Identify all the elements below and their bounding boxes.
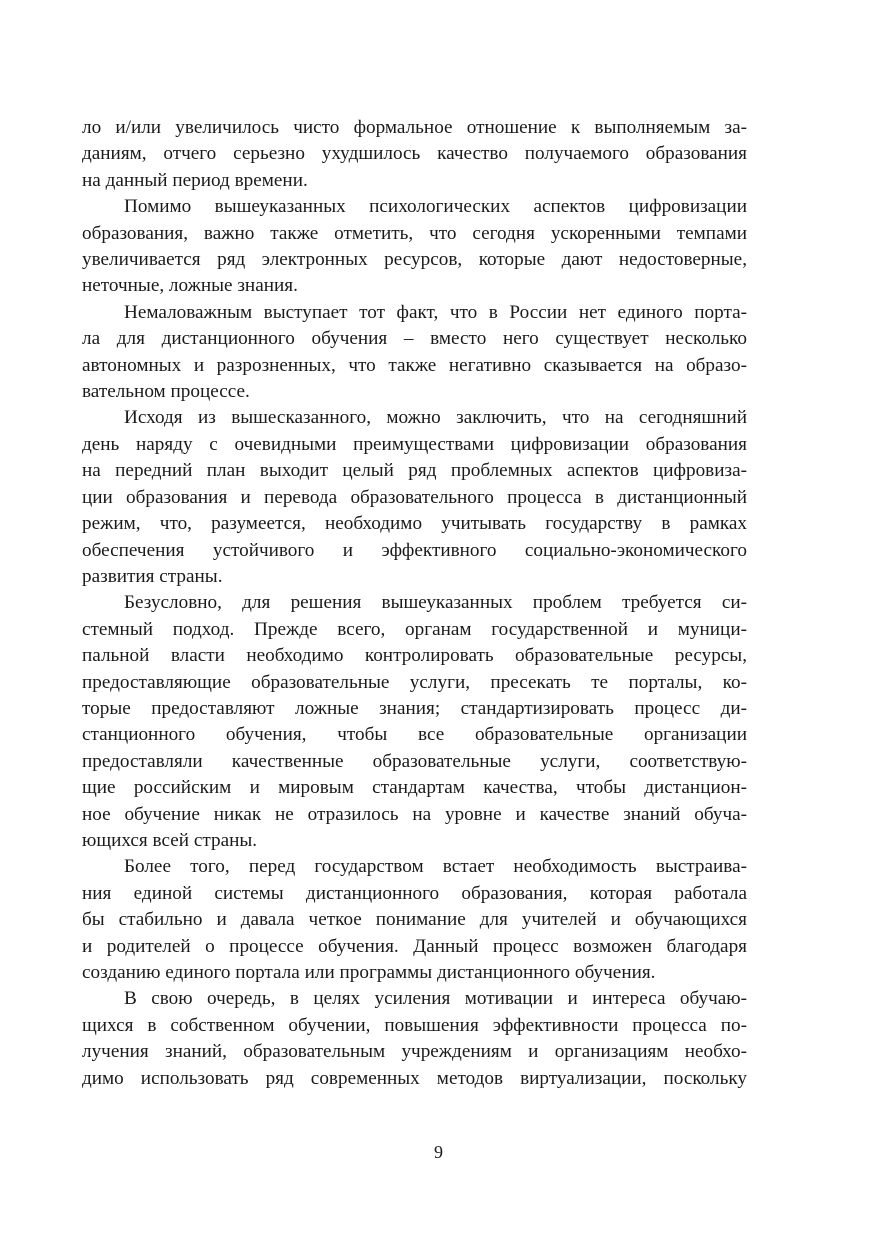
paragraph [82,300,747,406]
text-line: щие российским и мировым стандартам качества, чтобы дистанцион- [82,777,747,799]
paragraph [82,986,747,1092]
text-line: бы стабильно и давала четкое понимание для учителей и обучающихся [82,909,747,931]
text-line: пальной власти необходимо контролировать образовательные ресурсы, [82,645,747,667]
text-line: торые предоставляют ложные знания; стандартизировать процесс ди- [82,697,747,719]
text-line: ющихся всей страны. [82,829,258,851]
text-line: режим, что, разумеется, необходимо учитывать государству в рамках [82,513,747,535]
text-line: обеспечения устойчивого и эффективного социально-экономического [82,539,747,561]
text-line: вательном процессе. [82,381,250,403]
text-line: ции образования и перевода образовательного процесса в дистанционный [82,486,747,508]
text-line: ло и/или увеличилось чисто формальное отношение к выполняемым за- [82,117,747,138]
text-line: предоставляющие образовательные услуги, пресекать те порталы, ко- [82,671,747,693]
text-line: стемный подход. Прежде всего, органам государственной и муници- [82,618,747,640]
text-line: автономных и разрозненных, что также негативно сказывается на образо- [82,354,747,376]
paragraph [82,854,747,986]
text-line: Исходя из вышесказанного, можно заключить, что на сегодняшний [124,407,747,429]
text-line: Немаловажным выступает тот факт, что в России нет единого порта- [124,301,747,323]
text-line: на данный период времени. [82,169,308,191]
paragraph [82,115,747,194]
text-line: неточные, ложные знания. [82,275,298,297]
text-line: на передний план выходит целый ряд проблемных аспектов цифровиза- [82,460,747,482]
page-number: 9 [434,1142,443,1162]
text-line: развития страны. [82,565,223,587]
text-line: увеличивается ряд электронных ресурсов, которые дают недостоверные, [82,249,747,271]
text-line: Более того, перед государством встает необходимость выстраива- [124,856,747,878]
text-line: день наряду с очевидными преимуществами цифровизации образования [82,433,747,455]
text-line: Помимо вышеуказанных психологических аспектов цифровизации [124,196,747,218]
text-line: предоставляли качественные образовательные услуги, соответствую- [82,750,747,772]
text-line: созданию единого портала или программы дистанционного обучения. [82,962,656,983]
text-line: Безусловно, для решения вышеуказанных проблем требуется си- [124,592,747,614]
paragraph [82,405,747,590]
text-line: ла для дистанционного обучения – вместо него существует несколько [82,328,747,350]
text-line: и родителей о процессе обучения. Данный процесс возможен благодаря [82,935,747,957]
paragraph [82,590,747,854]
text-line: щихся в собственном обучении, повышения эффективности процесса по- [82,1014,747,1036]
text-line: димо использовать ряд современных методов виртуализации, поскольку [82,1067,747,1089]
text-line: даниям, отчего серьезно ухудшилось качество получаемого образования [82,143,747,165]
text-line: ное обучение никак не отразилось на уровне и качестве знаний обуча- [82,803,747,825]
text-line: станционного обучения, чтобы все образовательные организации [82,724,747,746]
page-body [82,115,747,1092]
text-line: В свою очередь, в целях усиления мотивации и интереса обучаю- [124,988,747,1010]
paragraph [82,194,747,300]
text-line: лучения знаний, образовательным учреждениям и организациям необхо- [82,1041,747,1063]
text-line: ния единой системы дистанционного образования, которая работала [82,882,747,904]
text-line: образования, важно также отметить, что сегодня ускоренными темпами [82,222,747,244]
